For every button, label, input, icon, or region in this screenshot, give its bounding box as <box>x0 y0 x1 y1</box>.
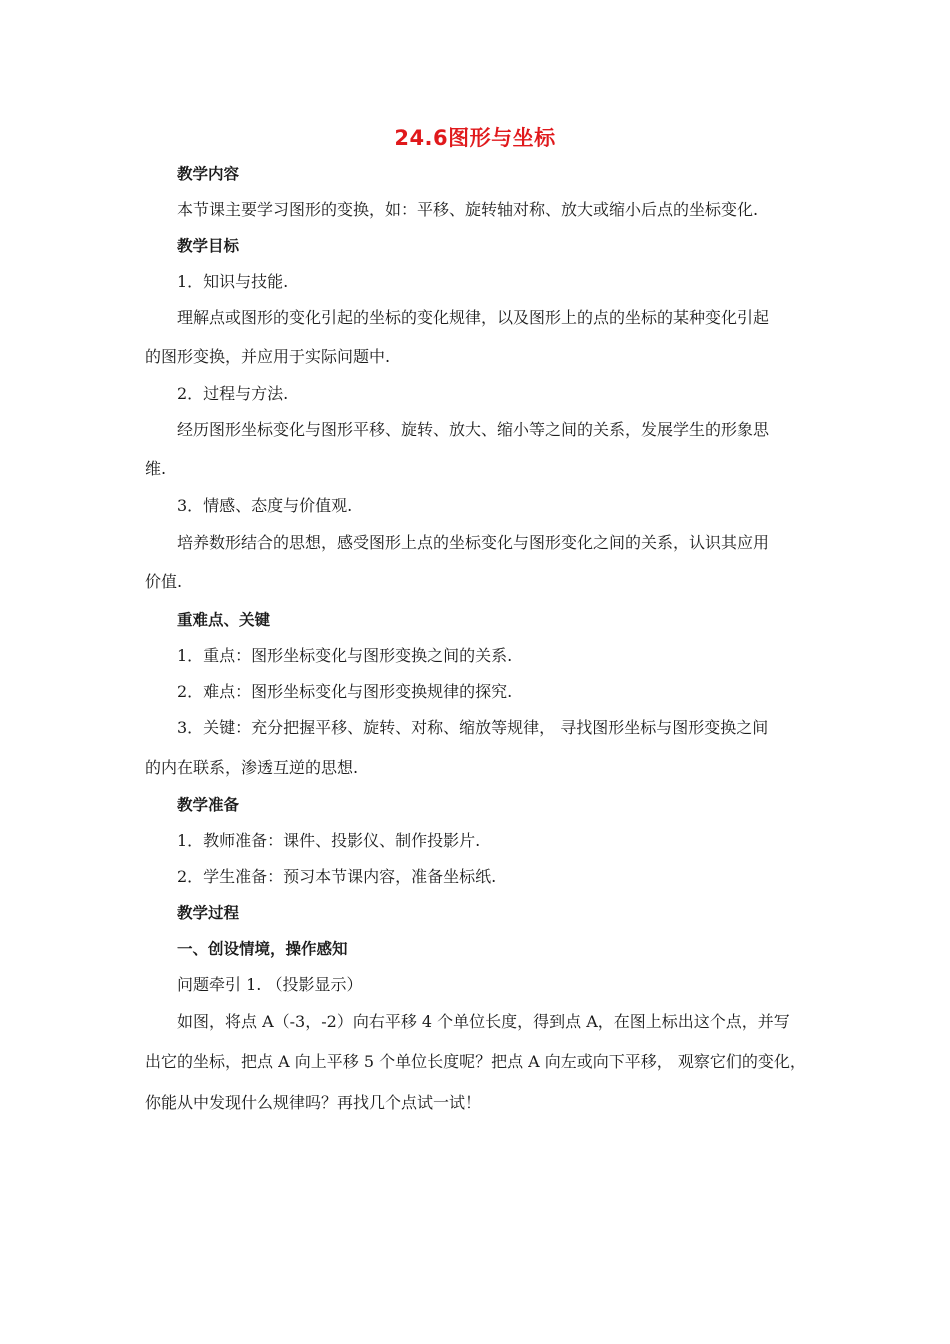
objective-2-heading: 2．过程与方法. <box>177 384 289 403</box>
section-heading-objectives: 教学目标 <box>177 237 240 255</box>
paragraph-content: 本节课主要学习图形的变换，如：平移、旋转轴对称、放大或缩小后点的坐标变化. <box>177 200 759 219</box>
question-text-line3: 你能从中发现什么规律吗？再找几个点试一试！ <box>145 1093 482 1112</box>
objective-2-text-line1: 经历图形坐标变化与图形平移、旋转、放大、缩小等之间的关系，发展学生的形象思 <box>177 420 770 439</box>
document-title: 24.6图形与坐标 <box>394 126 556 150</box>
keypoint-key-line1: 3．关键：充分把握平移、旋转、对称、缩放等规律， 寻找图形坐标与图形变换之间 <box>177 718 769 737</box>
objective-2-text-line2: 维. <box>145 459 167 478</box>
question-text-line1: 如图，将点 A（-3，-2）向右平移 4 个单位长度，得到点 A，在图上标出这个点，并写 <box>177 1012 790 1031</box>
keypoint-difficulty: 2．难点：图形坐标变化与图形变换规律的探究. <box>177 682 513 701</box>
objective-1-heading: 1．知识与技能. <box>177 272 289 291</box>
subsection-heading-situation: 一、创设情境，操作感知 <box>177 940 348 958</box>
objective-1-text-line2: 的图形变换，并应用于实际问题中. <box>145 347 391 366</box>
section-heading-process: 教学过程 <box>177 904 240 922</box>
question-text-line2: 出它的坐标，把点 A 向上平移 5 个单位长度呢？把点 A 向左或向下平移， 观察它们的变化， <box>145 1052 806 1071</box>
section-heading-keypoints: 重难点、关键 <box>177 611 271 629</box>
preparation-student: 2．学生准备：预习本节课内容，准备坐标纸. <box>177 867 497 886</box>
section-heading-content: 教学内容 <box>177 165 240 183</box>
section-heading-preparation: 教学准备 <box>177 796 240 814</box>
objective-3-heading: 3．情感、态度与价值观. <box>177 496 353 515</box>
objective-1-text-line1: 理解点或图形的变化引起的坐标的变化规律，以及图形上的点的坐标的某种变化引起 <box>177 308 770 327</box>
preparation-teacher: 1．教师准备：课件、投影仪、制作投影片. <box>177 831 481 850</box>
objective-3-text-line1: 培养数形结合的思想，感受图形上点的坐标变化与图形变化之间的关系，认识其应用 <box>177 533 770 552</box>
keypoint-key-line2: 的内在联系，渗透互逆的思想. <box>145 758 359 777</box>
question-prompt: 问题牵引 1. （投影显示） <box>177 975 363 994</box>
keypoint-focus: 1．重点：图形坐标变化与图形变换之间的关系. <box>177 646 513 665</box>
objective-3-text-line2: 价值. <box>145 572 183 591</box>
